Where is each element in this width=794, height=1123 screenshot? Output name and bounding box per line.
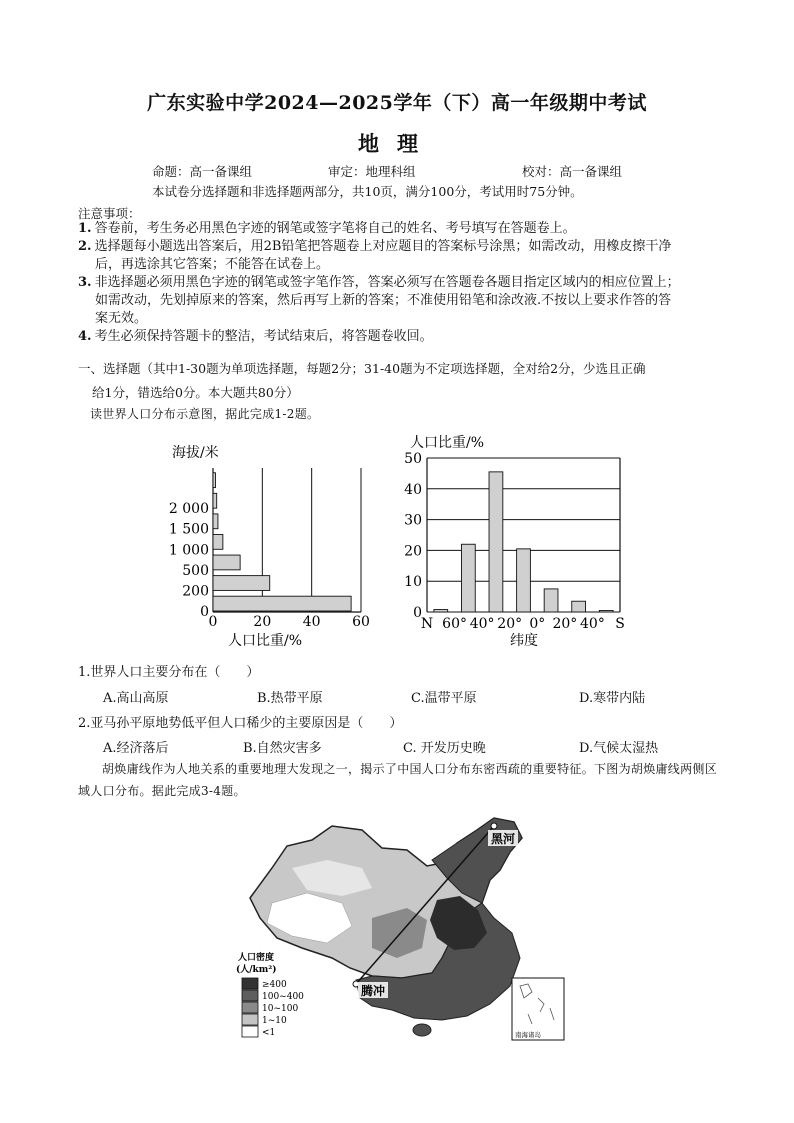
proofreader: 校对：高一备课组: [522, 164, 623, 179]
chart2-y-tick: 0: [413, 605, 422, 621]
legend-swatch: [242, 1014, 258, 1025]
chart1-bar: [213, 576, 270, 591]
q2-option-c[interactable]: C. 开发历史晚: [403, 741, 486, 756]
chart2-y-tick: 20: [404, 543, 422, 560]
legend-label: ≥400: [262, 980, 287, 990]
chart2-x-tick: S: [615, 616, 625, 632]
chart1-x-tick: 0: [208, 614, 218, 630]
reviewer: 审定：地理科组: [328, 164, 416, 179]
altitude-chart: [165, 430, 385, 655]
lead-text-1: 读世界人口分布示意图，据此完成1-2题。: [90, 407, 320, 421]
notice-heading: 注意事项：: [78, 206, 141, 221]
chart1-y-tick: 500: [182, 562, 209, 579]
chart1-x-tick: 20: [253, 614, 272, 630]
subject-title: 地理: [358, 131, 436, 156]
legend-label: <1: [262, 1028, 276, 1038]
q1-option-b[interactable]: B.热带平原: [257, 691, 323, 706]
legend-swatch: [242, 978, 258, 989]
q2-option-b[interactable]: B.自然灾害多: [243, 741, 322, 756]
question-1: 1.世界人口主要分布在（ ）: [78, 665, 260, 680]
q2-option-d[interactable]: D.气候太湿热: [579, 741, 659, 756]
q1-option-a[interactable]: A.高山高原: [103, 691, 169, 706]
latitude-chart: [390, 430, 640, 655]
chart2-ylabel: 人口比重/%: [410, 435, 485, 451]
chart2-bar: [461, 544, 475, 612]
chart2-bar: [599, 610, 613, 612]
chart1-bar: [213, 514, 218, 529]
legend-swatch: [242, 990, 258, 1001]
chart2-bar: [517, 549, 531, 612]
legend-title: 人口密度: [238, 953, 275, 963]
legend-label: 1~10: [262, 1016, 287, 1026]
notice-item: 4. 考生必须保持答题卡的整洁，考试结束后，将答题卷收回。: [78, 329, 433, 344]
chart2-bar: [489, 472, 503, 612]
chart1-x-tick: 40: [302, 614, 321, 630]
heihe-point: [491, 823, 497, 829]
chart1-ylabel: 海拔/米: [172, 445, 219, 461]
chart1-y-tick: 200: [182, 583, 209, 600]
chart2-bar: [434, 610, 448, 612]
chart1-bar: [213, 493, 217, 508]
chart2-x-tick: 20°: [552, 616, 578, 632]
chart1-x-tick: 60: [352, 614, 370, 630]
legend-label: 10~100: [262, 1004, 299, 1014]
chart1-xlabel: 人口比重/%: [227, 633, 303, 649]
passage-hu-line: 胡焕庸线作为人地关系的重要地理大发现之一，揭示了中国人口分布东密西疏的重要特征。下图为胡焕庸线两侧区域人口分布。据此完成3-4题。: [78, 762, 718, 798]
chart1-y-tick: 1 000: [168, 542, 209, 559]
exam-info: 本试卷分选择题和非选择题两部分，共10页，满分100分，考试用时75分钟。: [152, 184, 583, 199]
chart2-x-tick: N: [420, 616, 434, 632]
chart1-bar: [213, 534, 223, 549]
chart2-x-tick: 20°: [497, 616, 523, 632]
chart1-y-tick: 1 500: [168, 521, 209, 538]
notice-item: 3. 非选择题必须用黑色字迹的钢笔或签字笔作答，答案必须写在答题卷各题目指定区域内的相应位置上； 如需改动，先划掉原来的答案，然后再写上新的答案；不准使用铅笔和涂改液.不按以上要求作答的答 案无效。: [78, 275, 680, 326]
chart1-bar: [213, 555, 240, 570]
chart2-x-tick: 40°: [469, 616, 495, 632]
map-hainan: [413, 1024, 431, 1036]
q1-option-c[interactable]: C.温带平原: [411, 691, 477, 706]
chart2-y-tick: 40: [404, 481, 422, 498]
inset-label: 南海诸岛: [515, 1031, 541, 1039]
chart1-y-tick: 0: [200, 604, 209, 620]
question-2: 2.亚马孙平原地势低平但人口稀少的主要原因是（ ）: [78, 716, 403, 731]
q1-option-d[interactable]: D.寒带内陆: [579, 691, 646, 706]
chart2-bar: [544, 589, 558, 612]
chart1-bar: [213, 473, 215, 488]
tengchong-label: 腾冲: [361, 984, 386, 998]
chart1-y-tick: 2 000: [168, 501, 209, 518]
chart2-x-tick: 60°: [442, 616, 467, 632]
exam-title: 广东实验中学2024—2025学年（下）高一年级期中考试: [147, 92, 647, 114]
proposer: 命题：高一备课组: [152, 164, 253, 179]
chart1-bar: [213, 596, 351, 611]
legend-label: 100~400: [262, 992, 304, 1002]
chart2-y-tick: 10: [404, 574, 422, 591]
chart2-y-tick: 50: [404, 451, 422, 467]
notice-item: 1. 答卷前，考生务必用黑色字迹的钢笔或签字笔将自己的姓名、考号填写在答题卷上。: [78, 221, 576, 236]
legend-unit: (人/km²): [236, 965, 277, 975]
chart2-y-tick: 30: [404, 512, 422, 529]
chart2-x-tick: 0°: [529, 616, 546, 632]
legend-swatch: [242, 1026, 258, 1037]
chart2-x-tick: 40°: [580, 616, 605, 632]
china-population-map: [232, 808, 572, 1043]
chart2-xlabel: 纬度: [510, 633, 538, 649]
section-heading: 一、选择题（其中1-30题为单项选择题，每题2分；31-40题为不定项选择题，全对给2分，少选且正确 给1分，错选给0分。本大题共80分）: [78, 361, 646, 400]
chart2-bar: [572, 601, 586, 612]
notice-item: 2. 选择题每小题选出答案后，用2B铅笔把答题卷上对应题目的答案标号涂黑；如需改动，用橡皮擦干净 后，再选涂其它答案；不能答在试卷上。: [78, 239, 672, 272]
heihe-label: 黑河: [491, 832, 516, 846]
legend-swatch: [242, 1002, 258, 1013]
q2-option-a[interactable]: A.经济落后: [103, 741, 169, 756]
